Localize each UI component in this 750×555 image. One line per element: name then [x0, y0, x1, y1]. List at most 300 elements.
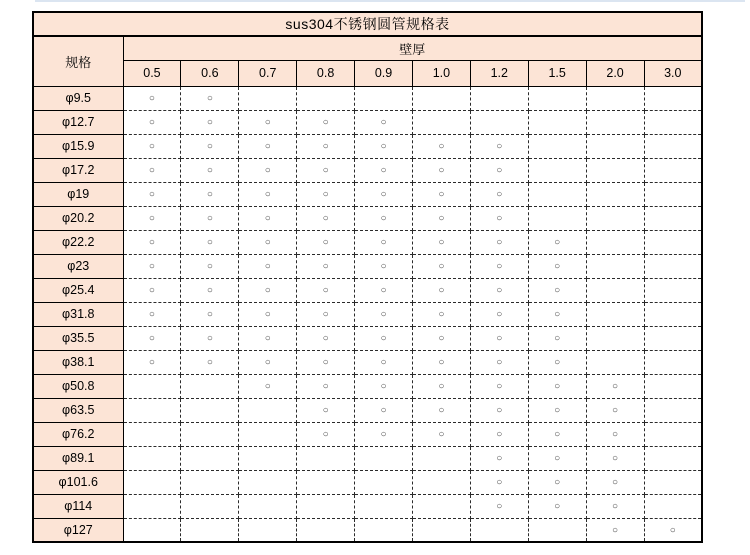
thickness-header: 壁厚: [123, 36, 702, 60]
availability-marker: ○: [148, 165, 155, 176]
availability-cell: [528, 398, 586, 422]
availability-cell: [181, 230, 239, 254]
availability-cell: [355, 398, 413, 422]
availability-cell: [355, 494, 413, 518]
availability-cell: [355, 158, 413, 182]
availability-cell: [528, 230, 586, 254]
availability-cell: [586, 302, 644, 326]
availability-marker: ○: [438, 141, 445, 152]
availability-cell: [239, 398, 297, 422]
availability-cell: [528, 302, 586, 326]
thickness-col-header: 0.5: [123, 60, 181, 86]
table-title: sus304不锈钢圆管规格表: [33, 12, 702, 36]
availability-marker: ○: [554, 501, 561, 512]
availability-marker: ○: [380, 261, 387, 272]
availability-cell: [181, 206, 239, 230]
availability-cell: [181, 134, 239, 158]
availability-marker: ○: [496, 261, 503, 272]
availability-cell: [297, 398, 355, 422]
availability-cell: [412, 134, 470, 158]
availability-marker: ○: [148, 189, 155, 200]
thickness-col-header: 0.6: [181, 60, 239, 86]
table-row: [33, 278, 702, 302]
availability-marker: ○: [496, 237, 503, 248]
availability-cell: [297, 158, 355, 182]
thickness-col-header: 0.7: [239, 60, 297, 86]
availability-cell: [297, 230, 355, 254]
availability-cell: [412, 398, 470, 422]
availability-marker: ○: [612, 501, 619, 512]
availability-marker: ○: [554, 429, 561, 440]
availability-cell: [123, 230, 181, 254]
availability-cell: [297, 350, 355, 374]
title-row: [33, 12, 702, 36]
availability-cell: [586, 182, 644, 206]
availability-cell: [412, 422, 470, 446]
availability-cell: [123, 86, 181, 110]
spec-header: 规格: [33, 36, 123, 86]
availability-cell: [239, 374, 297, 398]
spec-cell: φ22.2: [33, 230, 123, 254]
availability-cell: [239, 182, 297, 206]
availability-cell: [644, 134, 702, 158]
availability-cell: [644, 302, 702, 326]
availability-cell: [355, 206, 413, 230]
availability-marker: ○: [438, 333, 445, 344]
availability-cell: [528, 326, 586, 350]
availability-cell: [355, 182, 413, 206]
availability-cell: [644, 350, 702, 374]
availability-cell: [355, 110, 413, 134]
availability-cell: [297, 254, 355, 278]
availability-marker: ○: [322, 381, 329, 392]
availability-cell: [239, 278, 297, 302]
availability-marker: ○: [264, 333, 271, 344]
availability-cell: [644, 110, 702, 134]
availability-marker: ○: [148, 213, 155, 224]
availability-cell: [412, 110, 470, 134]
availability-cell: [239, 494, 297, 518]
availability-marker: ○: [612, 477, 619, 488]
table-row: [33, 254, 702, 278]
availability-marker: ○: [206, 117, 213, 128]
availability-marker: ○: [496, 333, 503, 344]
availability-marker: ○: [148, 309, 155, 320]
availability-cell: [644, 206, 702, 230]
availability-cell: [470, 230, 528, 254]
availability-cell: [123, 422, 181, 446]
availability-cell: [181, 398, 239, 422]
availability-marker: ○: [322, 189, 329, 200]
availability-cell: [528, 518, 586, 542]
availability-marker: ○: [148, 285, 155, 296]
availability-cell: [412, 350, 470, 374]
availability-marker: ○: [554, 381, 561, 392]
availability-marker: ○: [612, 453, 619, 464]
spec-cell: φ17.2: [33, 158, 123, 182]
spec-cell: φ101.6: [33, 470, 123, 494]
availability-cell: [123, 398, 181, 422]
availability-marker: ○: [438, 213, 445, 224]
availability-cell: [528, 422, 586, 446]
thickness-col-header: 2.0: [586, 60, 644, 86]
availability-marker: ○: [380, 237, 387, 248]
availability-cell: [528, 494, 586, 518]
availability-cell: [355, 374, 413, 398]
availability-cell: [470, 302, 528, 326]
availability-marker: ○: [496, 213, 503, 224]
availability-cell: [123, 302, 181, 326]
header-row-1: [33, 36, 702, 60]
table-row: [33, 518, 702, 542]
table-row: [33, 446, 702, 470]
availability-cell: [239, 470, 297, 494]
availability-marker: ○: [206, 309, 213, 320]
availability-cell: [355, 86, 413, 110]
availability-cell: [297, 326, 355, 350]
availability-marker: ○: [496, 429, 503, 440]
availability-marker: ○: [496, 285, 503, 296]
availability-cell: [586, 494, 644, 518]
availability-cell: [239, 350, 297, 374]
availability-cell: [181, 446, 239, 470]
table-row: [33, 422, 702, 446]
availability-cell: [297, 494, 355, 518]
table-row: [33, 86, 702, 110]
availability-cell: [586, 230, 644, 254]
availability-cell: [181, 302, 239, 326]
availability-marker: ○: [322, 261, 329, 272]
availability-cell: [412, 302, 470, 326]
availability-cell: [470, 398, 528, 422]
availability-cell: [412, 206, 470, 230]
availability-marker: ○: [380, 189, 387, 200]
availability-marker: ○: [380, 213, 387, 224]
availability-marker: ○: [496, 477, 503, 488]
availability-cell: [355, 134, 413, 158]
availability-cell: [586, 110, 644, 134]
thickness-col-header: 0.8: [297, 60, 355, 86]
spec-cell: φ127: [33, 518, 123, 542]
availability-marker: ○: [554, 309, 561, 320]
table-row: [33, 206, 702, 230]
availability-marker: ○: [264, 237, 271, 248]
availability-cell: [355, 422, 413, 446]
availability-cell: [644, 158, 702, 182]
availability-cell: [181, 374, 239, 398]
availability-marker: ○: [554, 477, 561, 488]
availability-cell: [297, 470, 355, 494]
availability-cell: [355, 518, 413, 542]
availability-cell: [644, 518, 702, 542]
availability-cell: [528, 446, 586, 470]
availability-cell: [470, 134, 528, 158]
thickness-col-header: 1.5: [528, 60, 586, 86]
availability-cell: [123, 278, 181, 302]
availability-cell: [297, 134, 355, 158]
availability-marker: ○: [612, 381, 619, 392]
availability-cell: [297, 110, 355, 134]
table-row: [33, 374, 702, 398]
availability-marker: ○: [612, 405, 619, 416]
availability-cell: [355, 254, 413, 278]
availability-cell: [239, 86, 297, 110]
availability-marker: ○: [148, 357, 155, 368]
availability-marker: ○: [264, 213, 271, 224]
availability-marker: ○: [380, 309, 387, 320]
availability-marker: ○: [264, 141, 271, 152]
availability-marker: ○: [438, 357, 445, 368]
availability-cell: [470, 470, 528, 494]
spec-cell: φ20.2: [33, 206, 123, 230]
availability-cell: [355, 446, 413, 470]
spec-cell: φ35.5: [33, 326, 123, 350]
spec-cell: φ38.1: [33, 350, 123, 374]
spec-cell: φ9.5: [33, 86, 123, 110]
availability-cell: [470, 254, 528, 278]
availability-marker: ○: [206, 333, 213, 344]
availability-marker: ○: [322, 237, 329, 248]
availability-marker: ○: [554, 333, 561, 344]
availability-cell: [644, 278, 702, 302]
spec-cell: φ63.5: [33, 398, 123, 422]
availability-marker: ○: [206, 165, 213, 176]
availability-cell: [239, 518, 297, 542]
availability-marker: ○: [206, 213, 213, 224]
availability-marker: ○: [438, 405, 445, 416]
availability-marker: ○: [380, 357, 387, 368]
availability-cell: [644, 182, 702, 206]
availability-cell: [470, 158, 528, 182]
availability-marker: ○: [496, 405, 503, 416]
availability-cell: [123, 446, 181, 470]
availability-cell: [181, 326, 239, 350]
availability-marker: ○: [322, 357, 329, 368]
availability-cell: [297, 206, 355, 230]
availability-cell: [181, 110, 239, 134]
table-row: [33, 182, 702, 206]
availability-cell: [297, 86, 355, 110]
availability-cell: [412, 494, 470, 518]
availability-marker: ○: [322, 141, 329, 152]
availability-cell: [644, 422, 702, 446]
availability-cell: [297, 518, 355, 542]
availability-marker: ○: [438, 285, 445, 296]
availability-cell: [239, 254, 297, 278]
availability-marker: ○: [264, 309, 271, 320]
availability-cell: [470, 182, 528, 206]
availability-cell: [586, 350, 644, 374]
availability-cell: [123, 350, 181, 374]
availability-cell: [470, 110, 528, 134]
table-row: [33, 398, 702, 422]
availability-cell: [239, 206, 297, 230]
availability-cell: [297, 374, 355, 398]
availability-cell: [123, 206, 181, 230]
availability-cell: [528, 278, 586, 302]
availability-marker: ○: [264, 189, 271, 200]
availability-cell: [644, 494, 702, 518]
availability-cell: [181, 158, 239, 182]
availability-marker: ○: [438, 189, 445, 200]
spec-cell: φ89.1: [33, 446, 123, 470]
availability-cell: [586, 158, 644, 182]
availability-cell: [412, 326, 470, 350]
thickness-col-header: 1.2: [470, 60, 528, 86]
availability-marker: ○: [380, 429, 387, 440]
table-row: [33, 110, 702, 134]
availability-marker: ○: [496, 501, 503, 512]
availability-cell: [412, 374, 470, 398]
availability-cell: [123, 518, 181, 542]
spec-cell: φ25.4: [33, 278, 123, 302]
spec-cell: φ76.2: [33, 422, 123, 446]
availability-marker: ○: [438, 261, 445, 272]
availability-cell: [239, 446, 297, 470]
availability-marker: ○: [554, 405, 561, 416]
table-row: [33, 494, 702, 518]
availability-cell: [644, 446, 702, 470]
thickness-col-header: 0.9: [355, 60, 413, 86]
spec-cell: φ19: [33, 182, 123, 206]
table-row: [33, 302, 702, 326]
availability-cell: [644, 374, 702, 398]
availability-marker: ○: [496, 309, 503, 320]
spec-cell: φ50.8: [33, 374, 123, 398]
spec-cell: φ114: [33, 494, 123, 518]
availability-marker: ○: [496, 453, 503, 464]
availability-cell: [297, 278, 355, 302]
availability-cell: [470, 350, 528, 374]
availability-cell: [181, 422, 239, 446]
table-row: [33, 158, 702, 182]
availability-cell: [181, 278, 239, 302]
availability-cell: [644, 470, 702, 494]
availability-cell: [412, 518, 470, 542]
availability-cell: [412, 278, 470, 302]
availability-cell: [123, 158, 181, 182]
spec-table: [32, 11, 703, 543]
availability-marker: ○: [206, 189, 213, 200]
availability-cell: [586, 422, 644, 446]
table-row: [33, 230, 702, 254]
availability-cell: [586, 374, 644, 398]
availability-cell: [181, 350, 239, 374]
availability-cell: [181, 494, 239, 518]
availability-cell: [123, 374, 181, 398]
availability-cell: [586, 446, 644, 470]
availability-marker: ○: [554, 261, 561, 272]
availability-marker: ○: [380, 141, 387, 152]
availability-cell: [528, 158, 586, 182]
availability-marker: ○: [206, 141, 213, 152]
thickness-col-header: 3.0: [644, 60, 702, 86]
availability-cell: [239, 158, 297, 182]
availability-cell: [586, 134, 644, 158]
availability-cell: [239, 230, 297, 254]
availability-cell: [123, 254, 181, 278]
availability-marker: ○: [322, 309, 329, 320]
availability-cell: [239, 110, 297, 134]
availability-cell: [297, 182, 355, 206]
availability-marker: ○: [206, 357, 213, 368]
availability-marker: ○: [148, 141, 155, 152]
availability-marker: ○: [380, 405, 387, 416]
availability-marker: ○: [669, 524, 676, 536]
availability-cell: [528, 350, 586, 374]
availability-cell: [239, 326, 297, 350]
table-row: [33, 134, 702, 158]
availability-cell: [123, 110, 181, 134]
availability-cell: [181, 182, 239, 206]
availability-cell: [412, 470, 470, 494]
availability-cell: [355, 326, 413, 350]
availability-marker: ○: [148, 117, 155, 128]
header-row-2: [33, 60, 702, 86]
availability-cell: [355, 278, 413, 302]
availability-cell: [412, 230, 470, 254]
availability-cell: [644, 398, 702, 422]
availability-marker: ○: [322, 165, 329, 176]
availability-cell: [528, 134, 586, 158]
spec-cell: φ31.8: [33, 302, 123, 326]
availability-marker: ○: [496, 165, 503, 176]
availability-marker: ○: [148, 237, 155, 248]
availability-cell: [644, 230, 702, 254]
availability-cell: [586, 206, 644, 230]
availability-marker: ○: [496, 189, 503, 200]
availability-cell: [355, 302, 413, 326]
availability-cell: [470, 374, 528, 398]
availability-cell: [644, 254, 702, 278]
availability-marker: ○: [438, 429, 445, 440]
availability-marker: ○: [322, 333, 329, 344]
availability-marker: ○: [496, 141, 503, 152]
availability-cell: [297, 422, 355, 446]
availability-marker: ○: [264, 357, 271, 368]
availability-cell: [470, 86, 528, 110]
availability-cell: [181, 86, 239, 110]
availability-marker: ○: [264, 261, 271, 272]
availability-marker: ○: [322, 405, 329, 416]
spec-cell: φ12.7: [33, 110, 123, 134]
availability-cell: [470, 422, 528, 446]
availability-cell: [470, 206, 528, 230]
availability-marker: ○: [438, 165, 445, 176]
availability-cell: [528, 374, 586, 398]
availability-cell: [181, 254, 239, 278]
availability-cell: [644, 326, 702, 350]
availability-cell: [355, 470, 413, 494]
availability-cell: [470, 446, 528, 470]
availability-marker: ○: [380, 117, 387, 128]
availability-cell: [123, 470, 181, 494]
availability-cell: [412, 182, 470, 206]
availability-cell: [528, 254, 586, 278]
availability-cell: [181, 470, 239, 494]
availability-cell: [586, 278, 644, 302]
availability-marker: ○: [438, 309, 445, 320]
availability-marker: ○: [496, 357, 503, 368]
availability-marker: ○: [148, 93, 155, 104]
availability-marker: ○: [380, 285, 387, 296]
availability-marker: ○: [264, 285, 271, 296]
availability-cell: [586, 470, 644, 494]
availability-cell: [412, 158, 470, 182]
availability-marker: ○: [554, 453, 561, 464]
availability-cell: [412, 254, 470, 278]
availability-cell: [239, 302, 297, 326]
